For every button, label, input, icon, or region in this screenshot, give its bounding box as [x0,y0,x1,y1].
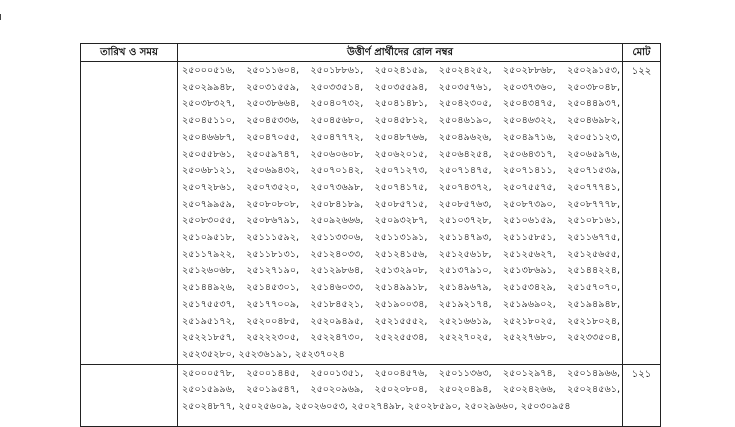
roll-numbers-cell: ২৫০০০৫১৬, ২৫০১১৬০৪, ২৫০১৮৮৬১, ২৫০২৪১৫৯, ২৫০২৪২৫২, ২৫০২৮৮৬৮, ২৫০২৯১৫৩, ২৫০২৯৯৪৮, ২৫০৩১৫৫৯, ২৫০৩৩৫১৪, ২৫০৩৫৫৯৪, ২৫০৩৫৭৬১, ২৫০৩৭৩৬০, ২৫০৩৮০৪৮, ২৫০৩৮৩২৭, ২৫০৩৮৬৬৪, ২৫০৪০৭৩২, ২৫০৪১৪৮১, ২৫০৪২৩০৫, ২৫০৪৩৪৭৫, ২৫০৪৪৯৩৭, ২৫০৪৫১১০, ২৫০৪৫৩৩৬, ২৫০৪৫৬৮০, ২৫০৪৫৮১২, ২৫০৪৬১৯০, ২৫০৪৬৩২২, ২৫০৪৬৯৮২, ২৫০৪৬৬৮৭, ২৫০৪৭০৫৫, ২৫০৪৭৭৭২, ২৫০৪৮৭৬৬, ২৫০৪৯৬২৬, ২৫০৪৯৭১৬, ২৫০৫১১২৩, ২৫০৫৫৮৬১, ২৫০৫৯৭৪৭, ২৫০৬০৬০৮, ২৫০৬২০১৫, ২৫০৬৪২৫৪, ২৫০৬৪৩১৭, ২৫০৬৫৯৭৬, ২৫০৬৮১২১, ২৫০৬৯৪৩২, ২৫০৭০১৪২, ২৫০৭১২৭৩, ২৫০৭১৪৭৫, ২৫০৭১৪১১, ২৫০৭১৫৩৯, ২৫০৭২৮৬১, ২৫০৭৩৫২০, ২৫০৭৩৬৯৮, ২৫০৭৪১৭৫, ২৫০৭৪৩৭২, ২৫০৭৫৫৭৫, ২৫০৭৭৭৪১, ২৫০৭৯৯৫৯, ২৫০৮০৮০৮, ২৫০৮৪১৮৯, ২৫০৮৫৭১৫, ২৫০৮৫৭৬৩, ২৫০৮৭৩৯০, ২৫০৮৭৭৭৮, ২৫০৮৩০৫৫, ২৫০৮৬৭৯১, ২৫০৯২৬৬৬, ২৫০৯৩২৮৭, ২৫১০৩৭২৮, ২৫১০৬১৫৯, ২৫১০৮১৬১, ২৫১০৯৫১৮, ২৫১১১৫৯২, ২৫১১৩৩০৬, ২৫১১৩১৯১, ২৫১১৪৭৯৩, ২৫১১৫৮৫১, ২৫১১৬৭৭৫, ২৫১১৭৯২২, ২৫১১৮১৩১, ২৫১২৪০৩৩, ২৫১২৪১৫৬, ২৫১২৫৬১৮, ২৫১২৫৬২৭, ২৫১২৫৬৫৫, ২৫১২৬০৬৮, ২৫১২৭১৯০, ২৫১২৯৮৬৪, ২৫১৩২৯০৮, ২৫১৩৭৯১০, ২৫১৩৮৬৯১, ২৫১৪৪২২৪, ২৫১৪৪৯২৬, ২৫১৪৫৩০১, ২৫১৪৬০৩৩, ২৫১৪৯৯১৮, ২৫১৪৯৬৭৯, ২৫১৫৩৪২৯, ২৫১৫৭০৭০, ২৫১৭৫৫৩৭, ২৫১৭৭০০৯, ২৫১৮৪৫২১, ২৫১৯০০৩৪, ২৫১৯২১৭৪, ২৫১৯৬৯০২, ২৫১৯৪৯৪৮, ২৫১৯৫১৭২, ২৫২০০৪৮৫, ২৫২০৯৪৯৫, ২৫২১৫৫৫২, ২৫২১৬৬১৯, ২৫২১৮০২৫, ২৫২১৮০২৪, ২৫২২১৮৫৭, ২৫২২২৩০৫, ২৫২২৪৭৩০, ২৫২২৫৫৩৪, ২৫২২৭০২৫, ২৫২২৭৬৮০, ২৫২৩৩৫০৪, ২৫২৩৫২৮০, ২৫২৩৬১৯১, ২৫২৩৭০২৪ [178,62,623,365]
table-row [81,364,661,426]
header-roll-numbers: উত্তীর্ণ প্রার্থীদের রোল নম্বর [178,44,623,62]
date-cell [81,364,178,426]
roll-numbers-cell: ২৫০০০৫৭৮, ২৫০০১৪৪৫, ২৫০০১৩৫১, ২৫০০৪৫৭৬, ২৫০১১৩৬৩, ২৫০১২৯৭৪, ২৫০১৪৯৬৬, ২৫০১৫৯৯৬, ২৫০১৯৫৪৭, ২৫০২০৯৬৯, ২৫০২০৮০৪, ২৫০২০৪৯৪, ২৫০২৪২৬৬, ২৫০২৪৫৬১, ২৫০২৪৮৭৭, ২৫০২৫৬০৯, ২৫০২৬০৫৩, ২৫০২৭৪৯৮, ২৫০২৮৫৯০, ২৫০২৯৬৬০, ২৫০৩০৯৫৪ [178,364,623,426]
header-date-time: তারিখ ও সময় [81,44,178,62]
total-cell: ১২২ [623,62,661,365]
header-total: মোট [623,44,661,62]
table-row [81,62,661,365]
date-cell [81,62,178,365]
page-edge-mark [0,14,4,20]
total-cell: ১২১ [623,364,661,426]
header-row [81,44,661,62]
results-table [80,43,661,427]
